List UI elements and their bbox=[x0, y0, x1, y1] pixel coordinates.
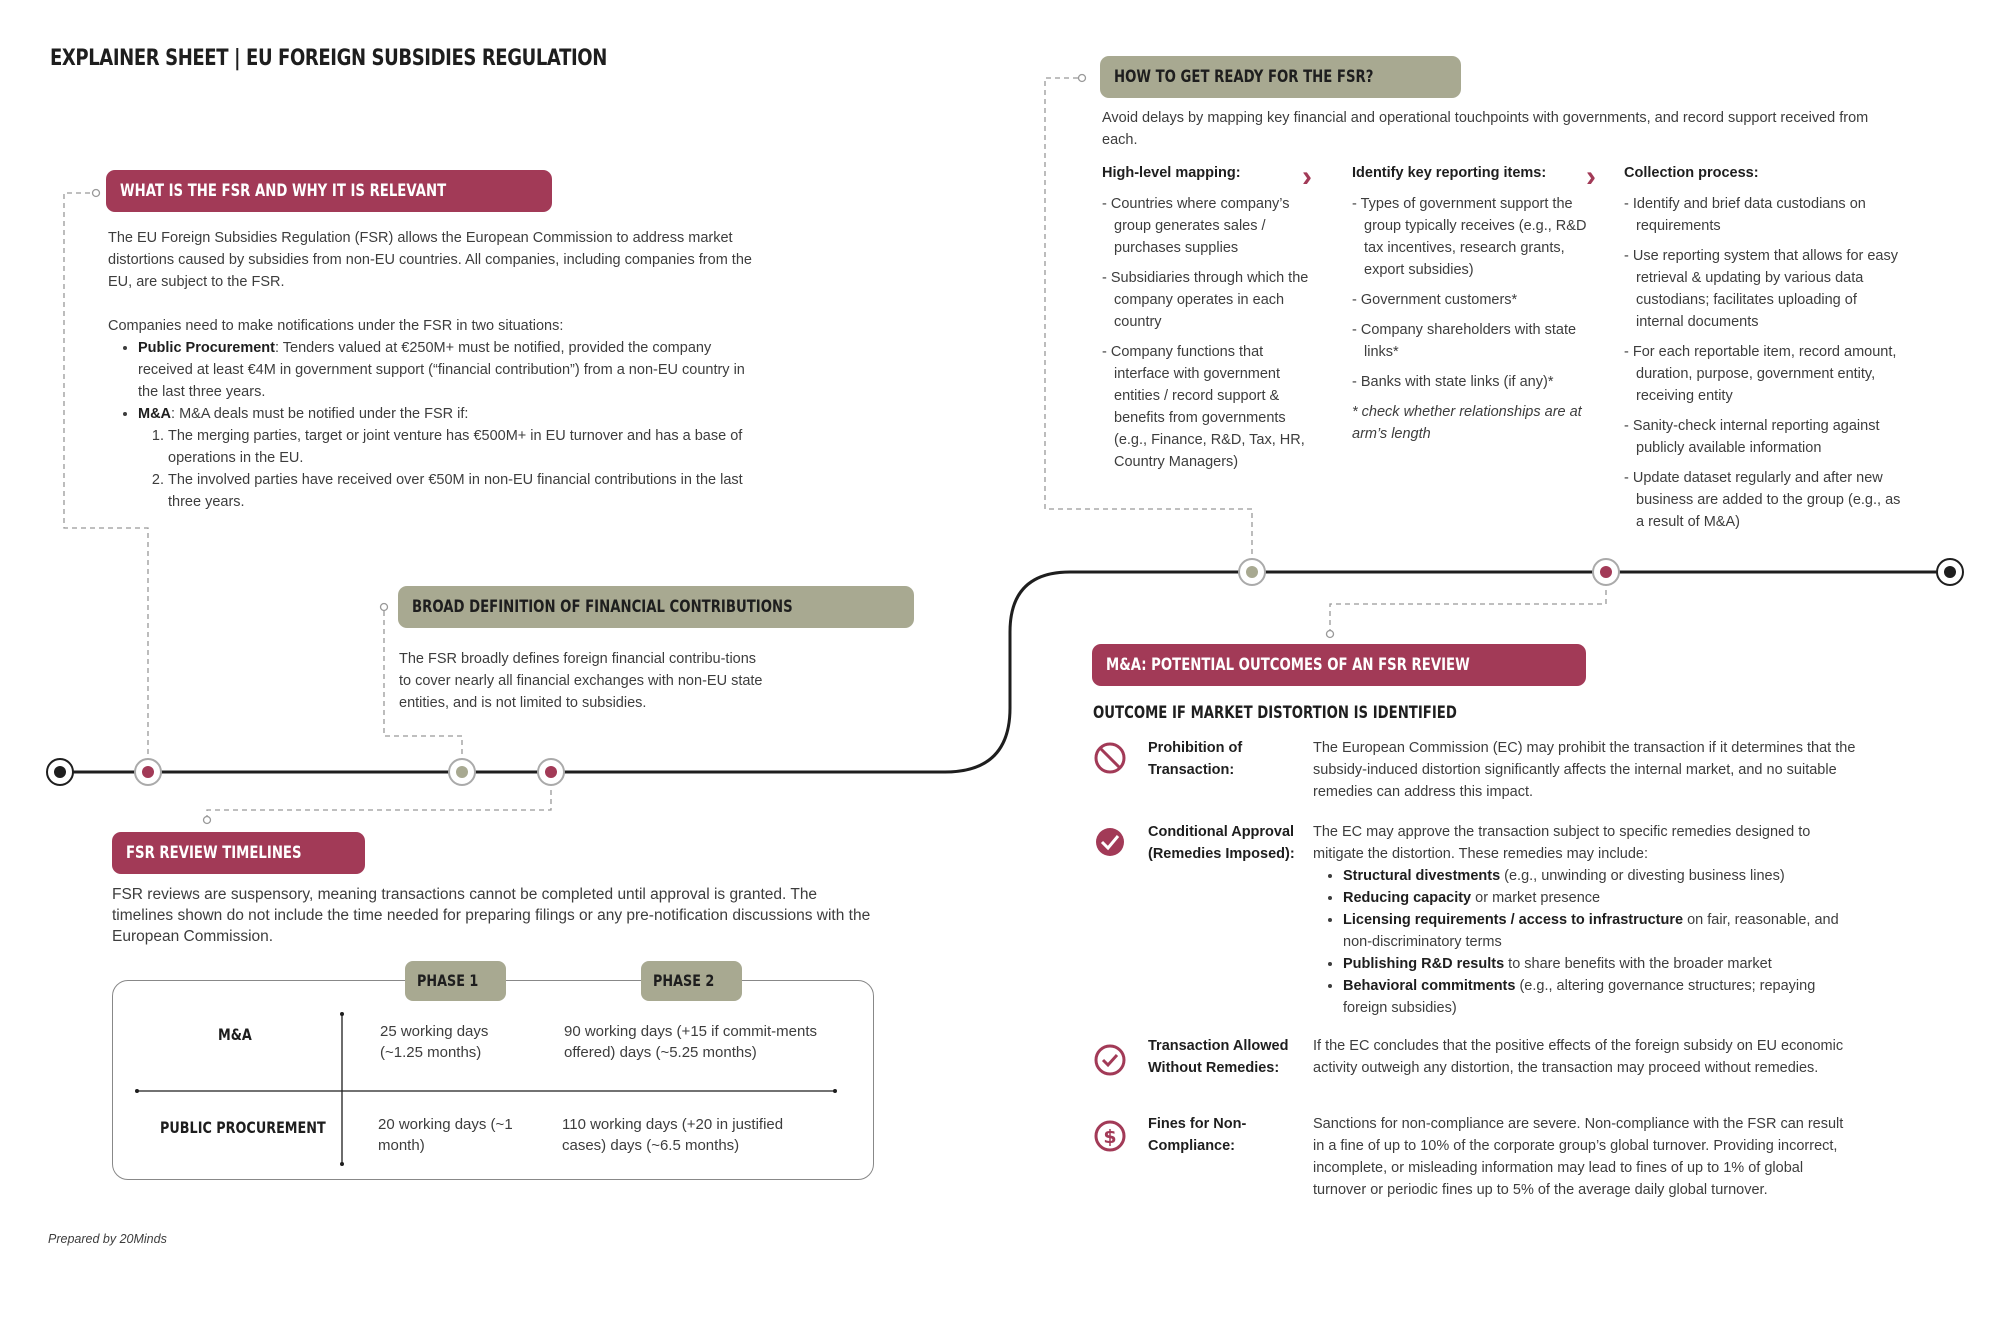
outcomes-subheading: OUTCOME IF MARKET DISTORTION IS IDENTIFIED bbox=[1093, 703, 1457, 723]
list-item: - Company functions that interface with government entities / record support & benefits from governments (e.g., Finance, R&D, Tax, HR, Country Managers) bbox=[1102, 344, 1305, 470]
list-item: - Identify and brief data custodians on requirements bbox=[1624, 196, 1866, 234]
outcomes-heading: M&A: POTENTIAL OUTCOMES OF AN FSR REVIEW bbox=[1092, 644, 1586, 686]
list-item: - Update dataset regularly and after new business are added to the group (e.g., as a result of M&A) bbox=[1624, 470, 1901, 530]
column-collection bbox=[1624, 165, 1906, 541]
prepared-by: Prepared by 20Minds bbox=[48, 1232, 167, 1246]
list-item: • Publishing R&D results to share benefits with the broader market bbox=[1343, 953, 1858, 975]
reporting-note: * check whether relationships are at arm’s length bbox=[1352, 404, 1582, 442]
cell-ma-phase1: 25 working days (~1.25 months) bbox=[380, 1023, 489, 1061]
conditional-text: The EC may approve the transaction subject to specific remedies designed to mitigate the distortion. These remedies may include: bbox=[1313, 824, 1811, 862]
cell-pp-phase2: 110 working days (+20 in justified cases) days (~6.5 months) bbox=[562, 1116, 784, 1154]
list-item: - Company shareholders with state links* bbox=[1352, 322, 1577, 360]
list-item: - Use reporting system that allows for easy retrieval & updating by various data custodians; facilitates uploading of internal documents bbox=[1624, 248, 1898, 330]
conditional-body bbox=[1313, 821, 1858, 1019]
row-label-pp: PUBLIC PROCUREMENT bbox=[160, 1118, 326, 1137]
svg-text:$: $ bbox=[1103, 1126, 1117, 1148]
list-item: - Sanity-check internal reporting against publicly available information bbox=[1624, 418, 1880, 456]
list-item: - Types of government support the group typically receives (e.g., R&D tax incentives, research grants, export subsidies) bbox=[1352, 196, 1587, 278]
list-item: - Banks with state links (if any)* bbox=[1352, 374, 1554, 390]
list-item: • Public Procurement: Tenders valued at €250M+ must be notified, provided the company received at least €4M in government support (“financial contribution”) from a non-EU country in the last three years. bbox=[138, 337, 768, 403]
broad-def-text: The FSR broadly defines foreign financial contribu-tions to cover nearly all financial exchanges with non-EU state entities, and is not limited to subsidies. bbox=[399, 651, 763, 711]
column-title: Identify key reporting items: bbox=[1352, 165, 1547, 181]
list-item: 1. The merging parties, target or joint venture has €500M+ in EU turnover and has a base of operations in the EU. bbox=[168, 425, 768, 469]
column-mapping bbox=[1102, 165, 1322, 481]
allowed-label: Transaction Allowed Without Remedies: bbox=[1148, 1038, 1289, 1076]
column-title: Collection process: bbox=[1624, 165, 1759, 181]
chevron-right-icon: › bbox=[1302, 160, 1312, 193]
list-item: • Structural divestments (e.g., unwinding or divesting business lines) bbox=[1343, 865, 1858, 887]
list-item: 2. The involved parties have received over €50M in non-EU financial contributions in the last three years. bbox=[168, 469, 768, 513]
fsr-intro-para2: Companies need to make notifications under the FSR in two situations: bbox=[108, 318, 564, 334]
list-item: - Countries where company’s group generates sales / purchases supplies bbox=[1102, 196, 1290, 256]
cell-ma-phase2: 90 working days (+15 if commit-ments offered) days (~5.25 months) bbox=[564, 1023, 818, 1061]
cell-pp-phase1: 20 working days (~1 month) bbox=[378, 1116, 513, 1154]
phase2-label: PHASE 2 bbox=[641, 961, 742, 1001]
timelines-heading: FSR REVIEW TIMELINES bbox=[112, 832, 365, 874]
prohibited-icon bbox=[1093, 741, 1127, 775]
list-item: • M&A: M&A deals must be notified under the FSR if: 1. The merging parties, target or joint venture has €500M+ in EU turnover and has a base of operations in the EU. 2. The involved parties have received over €50M in non-EU financial contributions in the last three years. bbox=[138, 403, 768, 513]
chevron-right-icon: › bbox=[1586, 160, 1596, 193]
list-item: • Behavioral commitments (e.g., altering governance structures; repaying foreign subsidies) bbox=[1343, 975, 1858, 1019]
fines-text: Sanctions for non-compliance are severe. Non-compliance with the FSR can result in a fine of up to 10% of the corporate group’s global turnover. Providing incorrect, incomplete, or misleading information may lead to fines of up to 1% of global turnover or periodic fines up to 5% of the average daily global turnover. bbox=[1313, 1116, 1844, 1198]
conditional-approval-icon bbox=[1093, 825, 1127, 859]
column-reporting bbox=[1352, 165, 1592, 445]
row-label-ma: M&A bbox=[218, 1025, 252, 1044]
prohibition-text: The European Commission (EC) may prohibit the transaction if it determines that the subsidy-induced distortion significantly affects the internal market, and no suitable remedies can address this impact. bbox=[1313, 740, 1856, 800]
fines-label: Fines for Non-Compliance: bbox=[1148, 1116, 1247, 1154]
broad-def-heading: BROAD DEFINITION OF FINANCIAL CONTRIBUTIONS bbox=[398, 586, 914, 628]
column-title: High-level mapping: bbox=[1102, 165, 1241, 181]
list-item: - Subsidiaries through which the company operates in each country bbox=[1102, 270, 1309, 330]
page-title: EXPLAINER SHEET | EU FOREIGN SUBSIDIES REGULATION bbox=[50, 46, 607, 71]
fsr-intro-heading: WHAT IS THE FSR AND WHY IT IS RELEVANT bbox=[106, 170, 552, 212]
dollar-icon bbox=[1093, 1119, 1127, 1153]
timelines-text: FSR reviews are suspensory, meaning transactions cannot be completed until approval is granted. The timelines shown do not include the time needed for preparing filings or any pre-notification discussions with the European Commission. bbox=[112, 886, 871, 945]
get-ready-heading: HOW TO GET READY FOR THE FSR? bbox=[1100, 56, 1461, 98]
check-circle-icon bbox=[1093, 1043, 1127, 1077]
list-item: - Government customers* bbox=[1352, 292, 1518, 308]
list-item: • Reducing capacity or market presence bbox=[1343, 887, 1858, 909]
list-item: - For each reportable item, record amount, duration, purpose, government entity, receiving entity bbox=[1624, 344, 1897, 404]
get-ready-intro: Avoid delays by mapping key financial and operational touchpoints with governments, and record support received from each. bbox=[1102, 110, 1869, 148]
list-item: • Licensing requirements / access to infrastructure on fair, reasonable, and non-discriminatory terms bbox=[1343, 909, 1858, 953]
allowed-text: If the EC concludes that the positive effects of the foreign subsidy on EU economic activity outweigh any distortion, the transaction may proceed without remedies. bbox=[1313, 1038, 1844, 1076]
fsr-intro-para1: The EU Foreign Subsidies Regulation (FSR) allows the European Commission to address market distortions caused by subsidies from non-EU countries. All companies, including companies from the EU, are subject to the FSR. bbox=[108, 230, 752, 290]
phase1-label: PHASE 1 bbox=[405, 961, 506, 1001]
conditional-label: Conditional Approval (Remedies Imposed): bbox=[1148, 824, 1295, 862]
prohibition-label: Prohibition of Transaction: bbox=[1148, 740, 1243, 778]
